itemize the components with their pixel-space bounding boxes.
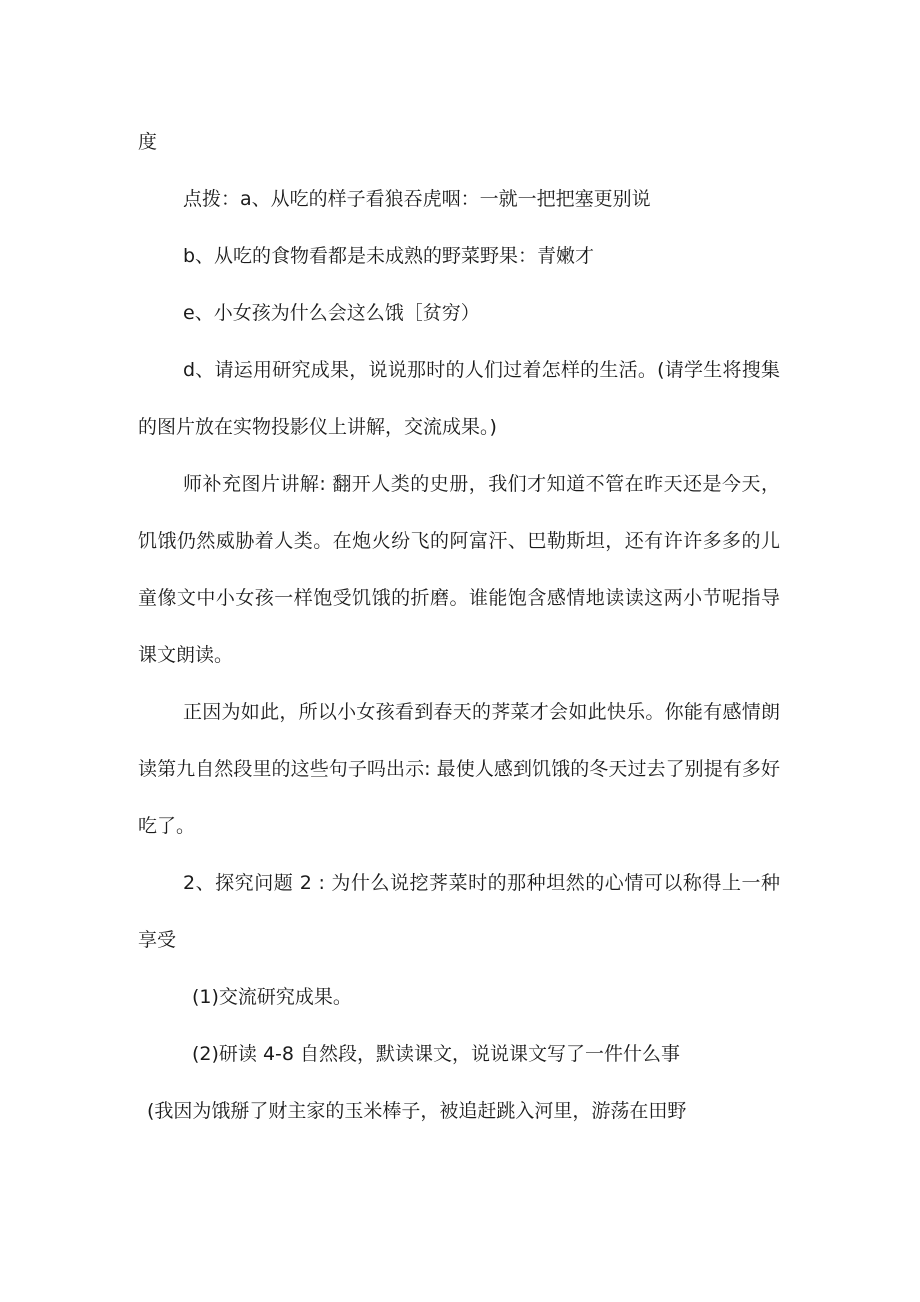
- paragraph-question-2: 2、探究问题 2 : 为什么说挖荠菜时的那种坦然的心情可以称得上一种享受: [138, 872, 780, 951]
- paragraph-step-2: (2)研读 4-8 自然段，默读课文，说说课文写了一件什么事: [192, 1043, 681, 1065]
- paragraph-step-1: (1)交流研究成果。: [192, 986, 352, 1008]
- paragraph-spring-shepherds-purse: 正因为如此，所以小女孩看到春天的荠菜才会如此快乐。你能有感情朗读第九自然段里的这些句子吗出示: 最使人感到饥饿的冬天过去了别提有多好吃了。: [138, 701, 780, 837]
- paragraph-hint-b: b、从吃的食物看都是未成熟的野菜野果：青嫩才: [183, 245, 595, 267]
- paragraph-hint-e: e、小女孩为什么会这么饿［贫穷）: [183, 302, 480, 324]
- paragraph-teacher-supplement: 师补充图片讲解: 翻开人类的史册，我们才知道不管在昨天还是今天，饥饿仍然威胁着人类。在炮火纷飞的阿富汗、巴勒斯坦，还有许许多多的儿童像文中小女孩一样饱受饥饿的折磨。谁能饱含感情地读读这两小节呢指导课文朗读。: [138, 473, 780, 666]
- paragraph-hint-a: 点拨：a、从吃的样子看狼吞虎咽：一就一把把塞更别说: [183, 188, 651, 210]
- paragraph-hint-d: d、请运用研究成果，说说那时的人们过着怎样的生活。(请学生将搜集的图片放在实物投影仪上讲解，交流成果。): [138, 359, 780, 438]
- paragraph-story-summary: (我因为饿掰了财主家的玉米棒子，被追赶跳入河里，游荡在田野: [147, 1100, 687, 1122]
- paragraph-continuation: 度: [138, 131, 158, 153]
